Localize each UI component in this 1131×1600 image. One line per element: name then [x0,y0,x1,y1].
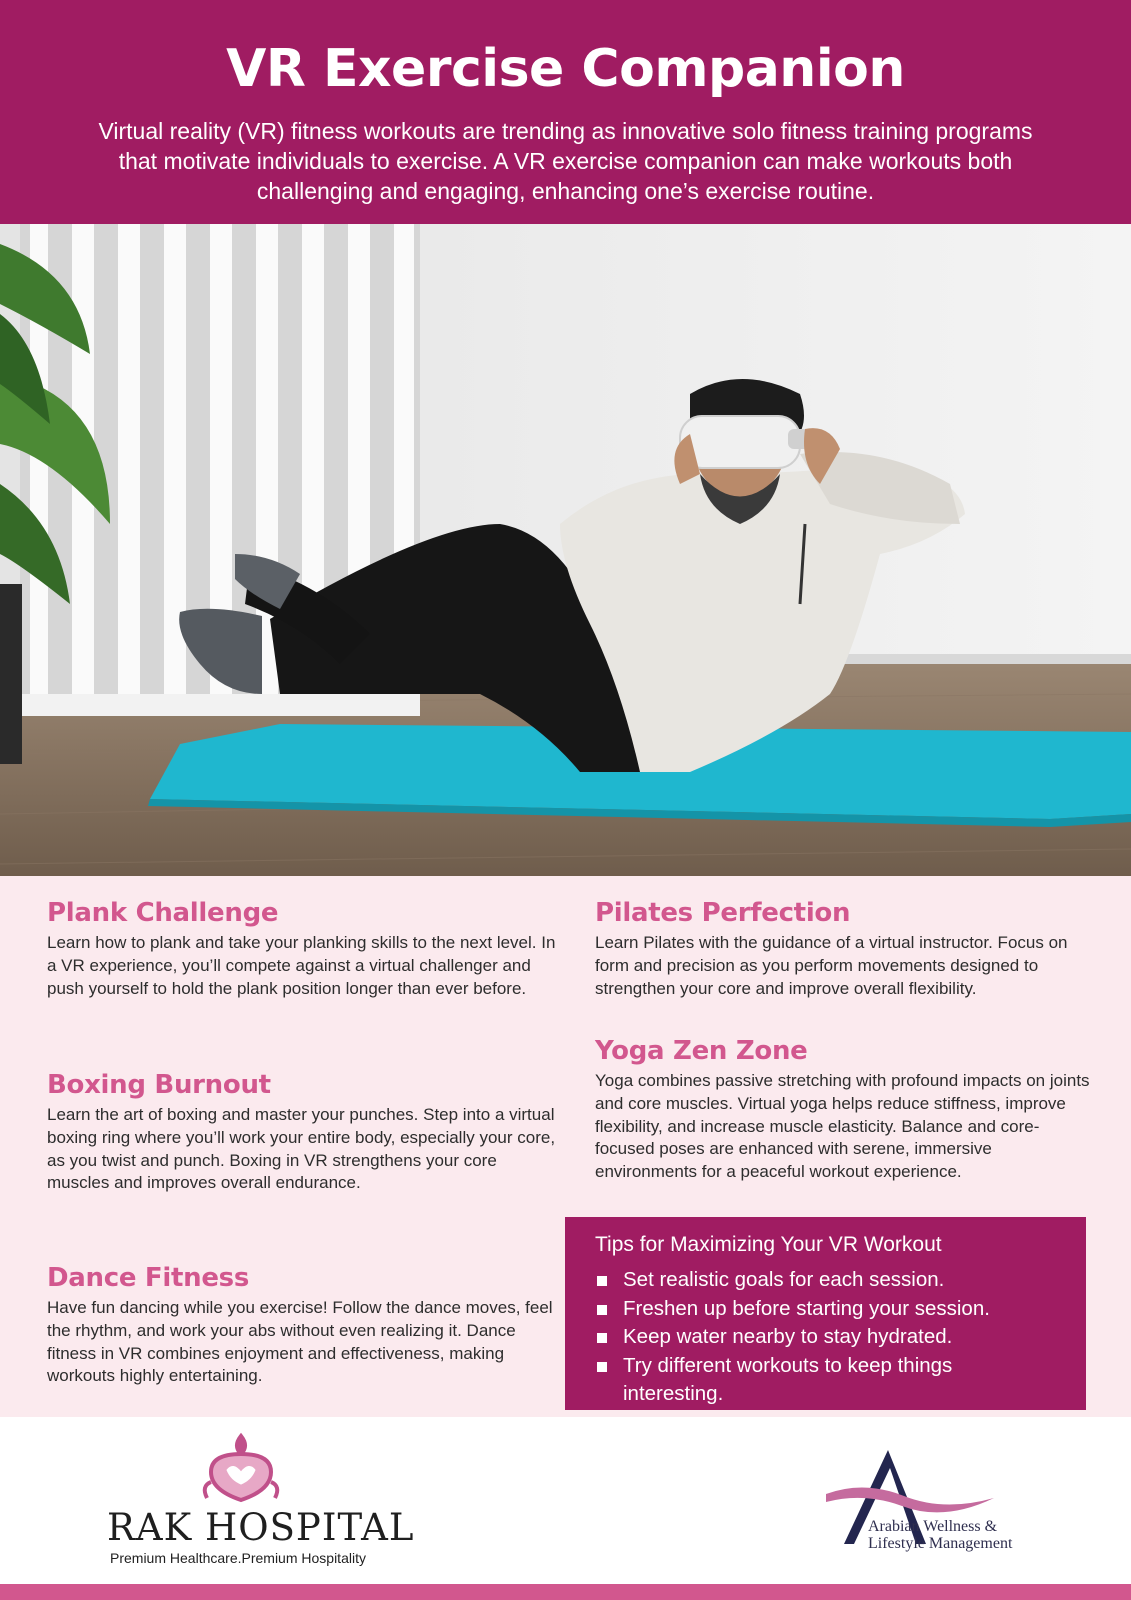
section-plank-challenge [47,897,557,1000]
section-title: Dance Fitness [47,1263,250,1293]
bottom-accent-bar [0,1584,1131,1600]
square-bullet-icon [597,1305,607,1315]
section-title: Boxing Burnout [47,1070,271,1100]
section-body: Yoga combines passive stretching with profound impacts on joints and core muscles. Virtual yoga helps reduce stiffness, improve flexibility, and increase muscle elasticity. Balance and core-focused poses are enhanced with serene, immersive environments for a peaceful workout experience. [595,1071,1090,1182]
hero-photo [0,224,1131,876]
section-body: Learn how to plank and take your planking skills to the next level. In a VR experience, you’ll compete against a virtual challenger and push yourself to hold the plank position longer than ever before. [47,933,556,998]
section-pilates-perfection [595,897,1095,1000]
page-title: VR Exercise Companion [226,39,905,99]
intro-text: Virtual reality (VR) fitness workouts are trending as innovative solo fitness training programs that motivate individuals to exercise. A VR exercise companion can make workouts both challenging and engaging, enhancing one’s exercise routine. [98,118,1033,204]
section-title: Pilates Perfection [595,898,851,928]
section-body: Learn Pilates with the guidance of a virtual instructor. Focus on form and precision as you perform movements designed to strengthen your core and improve overall flexibility. [595,933,1068,998]
header-banner [0,0,1131,224]
section-body: Have fun dancing while you exercise! Follow the dance moves, feel the rhythm, and work your abs without even realizing it. Dance fitness in VR combines enjoyment and effectiveness, making workouts highly entertaining. [47,1298,553,1386]
tip-item: Keep water nearby to stay hydrated. [595,1323,1055,1352]
tips-list [595,1266,1086,1409]
square-bullet-icon [597,1362,607,1372]
rak-hospital-tagline: Premium Healthcare.Premium Hospitality [110,1550,366,1566]
section-title: Yoga Zen Zone [595,1036,808,1066]
rak-hospital-name: RAK HOSPITAL [107,1506,415,1549]
section-boxing-burnout [47,1069,557,1195]
section-yoga-zen-zone [595,1035,1095,1184]
square-bullet-icon [597,1333,607,1343]
tip-item: Freshen up before starting your session. [595,1295,1055,1324]
section-title: Plank Challenge [47,898,279,928]
tip-item: Set realistic goals for each session. [595,1266,1055,1295]
tips-box [565,1217,1086,1410]
section-dance-fitness [47,1262,557,1388]
square-bullet-icon [597,1276,607,1286]
arabian-wellness-name: Arabian Wellness & Lifestyle Management [868,1518,1013,1552]
tip-item: Try different workouts to keep things interesting. [595,1352,1055,1409]
section-body: Learn the art of boxing and master your punches. Step into a virtual boxing ring where you’ll work your entire body, especially your core, as you twist and punch. Boxing in VR strengthens your core muscles and improves overall endurance. [47,1105,556,1193]
tips-title: Tips for Maximizing Your VR Workout [595,1233,942,1256]
